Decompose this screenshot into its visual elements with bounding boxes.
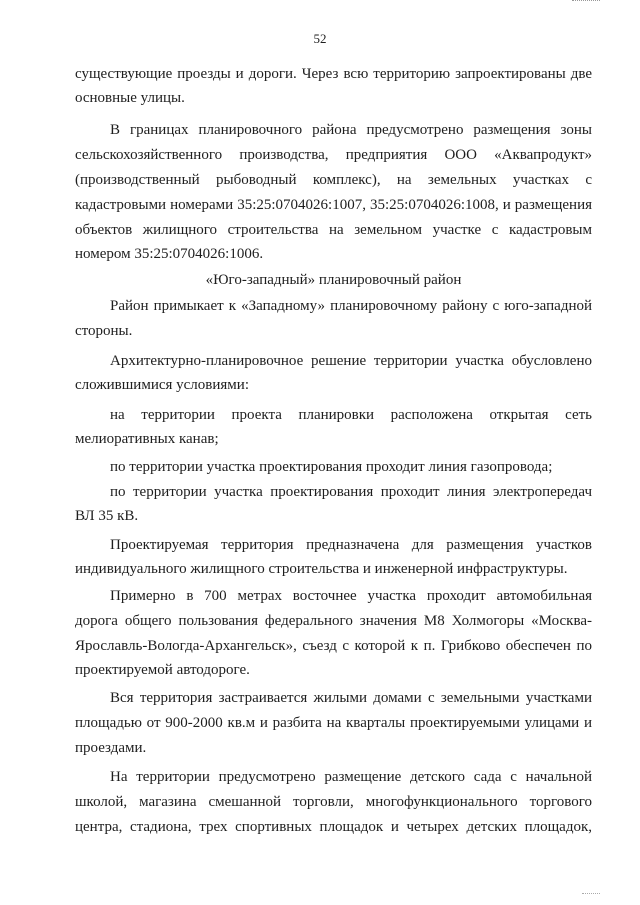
text-line: Архитектурно-планировочное решение территории участка обусловлено <box>110 353 592 369</box>
text-line: дорога общего пользования федерального значения М8 Холмогоры «Москва- <box>75 613 592 629</box>
text-line: ВЛ 35 кВ. <box>75 508 139 524</box>
text-line: В границах планировочного района предусмотрено размещения зоны <box>110 122 592 138</box>
list-item: на территории проекта планировки расположена открытая сеть <box>110 407 592 423</box>
text-line: проездами. <box>75 740 147 756</box>
text-line: сложившимися условиями: <box>75 377 249 393</box>
scan-mark <box>572 0 600 4</box>
text-line: основные улицы. <box>75 90 185 106</box>
text-line: Район примыкает к «Западному» планировочному району с юго-западной <box>110 298 592 314</box>
text-line: Проектируемая территория предназначена для размещения участков <box>110 537 592 553</box>
list-item: по территории участка проектирования проходит линия газопровода; <box>110 459 553 475</box>
scan-mark <box>582 893 600 897</box>
text-line: школой, магазина смешанной торговли, многофункционального торгового <box>75 794 592 810</box>
text-line: На территории предусмотрено размещение детского сада с начальной <box>110 769 592 785</box>
text-line: индивидуального жилищного строительства и инженерной инфраструктуры. <box>75 561 568 577</box>
text-line: (производственный рыбоводный комплекс), на земельных участках с <box>75 172 592 188</box>
text-line: объектов жилищного строительства на земельном участке с кадастровым <box>75 222 592 238</box>
text-line: стороны. <box>75 323 133 339</box>
text-line: центра, стадиона, трех спортивных площадок и четырех детских площадок, <box>75 819 592 835</box>
text-line: Ярославль-Вологда-Архангельск», съезд с которой к п. Грибково обеспечен по <box>75 638 592 654</box>
text-line: Вся территория застраивается жилыми домами с земельными участками <box>110 690 592 706</box>
text-line: площадью от 900-2000 кв.м и разбита на кварталы проектируемыми улицами и <box>75 715 592 731</box>
text-line: проектируемой автодороге. <box>75 662 250 678</box>
text-line: Примерно в 700 метрах восточнее участка проходит автомобильная <box>110 588 592 604</box>
text-line: номером 35:25:0704026:1006. <box>75 246 264 262</box>
text-line: сельскохозяйственного производства, предприятия ООО «Аквапродукт» <box>75 147 592 163</box>
text-line: существующие проезды и дороги. Через всю территорию запроектированы две <box>75 66 592 82</box>
text-line: мелиоративных канав; <box>75 431 219 447</box>
list-item: по территории участка проектирования проходит линия электропередач <box>110 484 592 500</box>
section-heading: «Юго-западный» планировочный район <box>205 272 462 288</box>
page-number: 52 <box>313 31 327 46</box>
text-line: кадастровыми номерами 35:25:0704026:1007, 35:25:0704026:1008, и размещения <box>75 197 592 213</box>
